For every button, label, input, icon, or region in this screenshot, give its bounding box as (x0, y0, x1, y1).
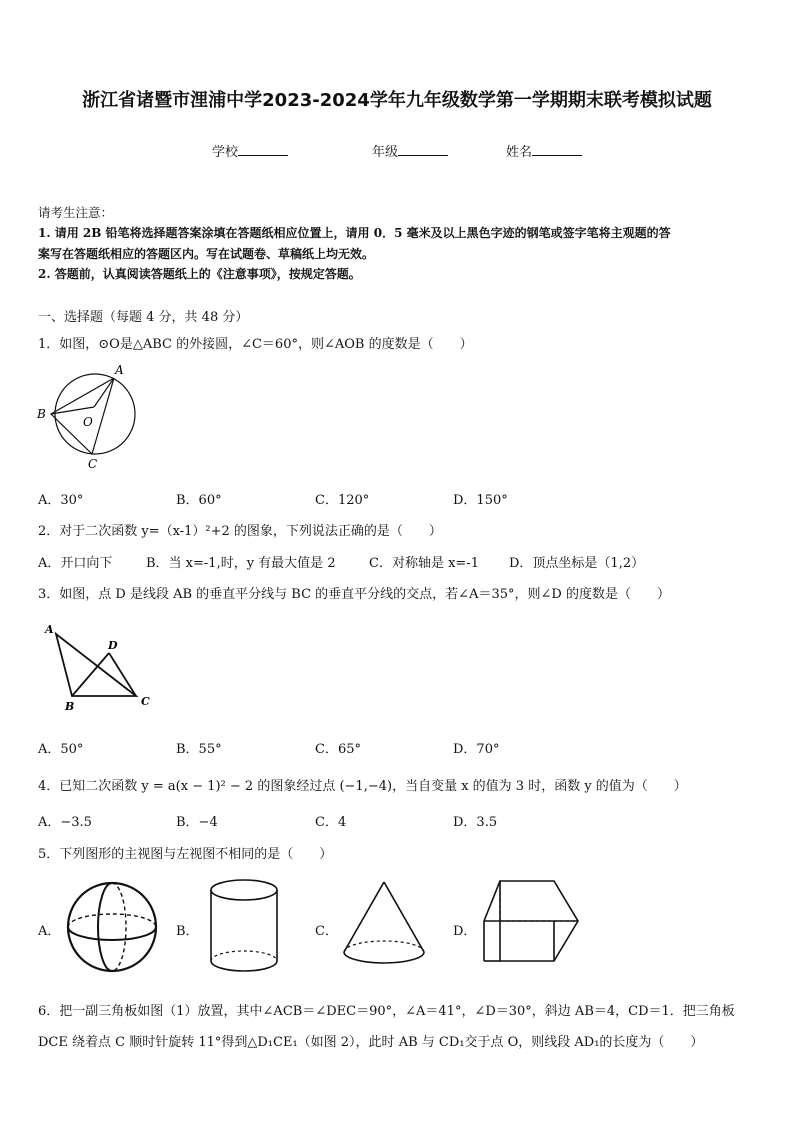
notice-heading: 请考生注意： (38, 205, 114, 220)
q3-stem: 3．如图，点 D 是线段 AB 的垂直平分线与 BC 的垂直平分线的交点，若∠A＝35°，则∠D 的度数是（ ） (38, 587, 670, 602)
sphere-meridian-front (98, 883, 112, 971)
cylinder-top (211, 880, 277, 900)
name-label: 姓名 (506, 145, 533, 160)
q5-option-a: A． (38, 924, 61, 939)
grade-field (372, 141, 448, 160)
cone-base-front (344, 952, 424, 963)
q6-line-2: DCE 绕着点 C 顺时针旋转 11°得到△D₁CE₁（如图 2），此时 AB 与 CD₁交于点 O，则线段 AD₁的长度为（ ） (38, 1035, 704, 1050)
label-o: O (83, 415, 93, 429)
sphere-equator-front (68, 927, 156, 940)
school-label: 学校 (212, 145, 239, 160)
q6-line-1: 6．把一副三角板如图（1）放置，其中∠ACB＝∠DEC＝90°，∠A＝41°，∠D＝30°，斜边 AB＝4，CD＝1．把三角板 (38, 1004, 735, 1019)
q1-option-a: A．30° (38, 493, 84, 508)
q3-figure (38, 622, 158, 714)
q3-option-a: A．50° (38, 742, 84, 757)
page-title: 浙江省诸暨市浬浦中学2023-2024学年九年级数学第一学期期末联考模拟试题 (82, 90, 712, 111)
grade-blank (398, 143, 448, 156)
q4-option-b: B．−4 (176, 815, 218, 830)
sphere-equator-back (68, 914, 156, 927)
q1-figure (34, 362, 144, 474)
q5-sphere-figure (64, 878, 162, 976)
cone-base-back (344, 941, 424, 952)
label-a: A (115, 363, 124, 377)
q1-stem: 1．如图，⊙O是△ABC 的外接圆，∠C＝60°，则∠AOB 的度数是（ ） (38, 337, 473, 352)
label-a: A (45, 623, 54, 636)
q5-prism-figure (480, 876, 584, 972)
label-c: C (141, 695, 150, 708)
q1-option-d: D．150° (453, 493, 508, 508)
triangle-abc (56, 634, 136, 696)
q3-option-b: B．55° (176, 742, 222, 757)
q2-option-c: C．对称轴是 x=-1 (369, 556, 479, 571)
q5-cone-figure (338, 876, 430, 976)
q3-option-c: C．65° (315, 742, 361, 757)
q3-option-d: D．70° (453, 742, 500, 757)
label-d: D (108, 639, 118, 652)
q5-cylinder-figure (204, 876, 284, 976)
name-blank (532, 143, 582, 156)
q4-option-c: C．4 (315, 815, 347, 830)
label-c: C (88, 457, 98, 471)
label-b: B (37, 407, 46, 421)
grade-label: 年级 (372, 145, 399, 160)
q1-option-c: C．120° (315, 493, 370, 508)
school-blank (238, 143, 288, 156)
school-field (212, 141, 288, 160)
cylinder-bottom-back (211, 951, 277, 961)
segment-bd (72, 653, 109, 696)
q4-option-a: A．−3.5 (38, 815, 92, 830)
q5-option-b: B． (176, 924, 199, 939)
q2-option-a: A．开口向下 (38, 556, 113, 571)
q2-option-d: D．顶点坐标是（1,2） (509, 556, 645, 571)
label-b: B (65, 700, 75, 713)
prism-edge-1 (484, 881, 500, 921)
q4-option-d: D．3.5 (453, 815, 498, 830)
q2-stem: 2．对于二次函数 y=（x-1）²+2 的图象，下列说法正确的是（ ） (38, 524, 442, 539)
q5-stem: 5．下列图形的主视图与左视图不相同的是（ ） (38, 847, 333, 862)
q5-option-d: D． (453, 924, 477, 939)
segment-dc (109, 653, 136, 696)
q2-option-b: B．当 x=-1,时，y 有最大值是 2 (146, 556, 336, 571)
q1-option-b: B．60° (176, 493, 222, 508)
q5-option-c: C． (315, 924, 338, 939)
sphere-meridian-back (112, 883, 126, 971)
section-heading: 一、选择题（每题 4 分，共 48 分） (38, 310, 249, 325)
sphere-outline (68, 883, 156, 971)
notice-line-2: 2. 答题前，认真阅读答题纸上的《注意事项》，按规定答题。 (38, 267, 361, 281)
name-field (506, 141, 582, 160)
q4-stem: 4．已知二次函数 y = a(x − 1)² − 2 的图象经过点 (−1,−4)，当自变量 x 的值为 3 时，函数 y 的值为（ ） (38, 779, 687, 794)
cylinder-bottom-front (211, 961, 277, 971)
notice-line-1b: 案写在答题纸相应的答题区内。写在试题卷、草稿纸上均无效。 (38, 247, 375, 261)
notice-line-1a: 1. 请用 2B 铅笔将选择题答案涂填在答题纸相应位置上，请用 0．5 毫米及以上黑色字迹的钢笔或签字笔将主观题的答 (38, 226, 671, 240)
segment-oa (94, 378, 114, 407)
